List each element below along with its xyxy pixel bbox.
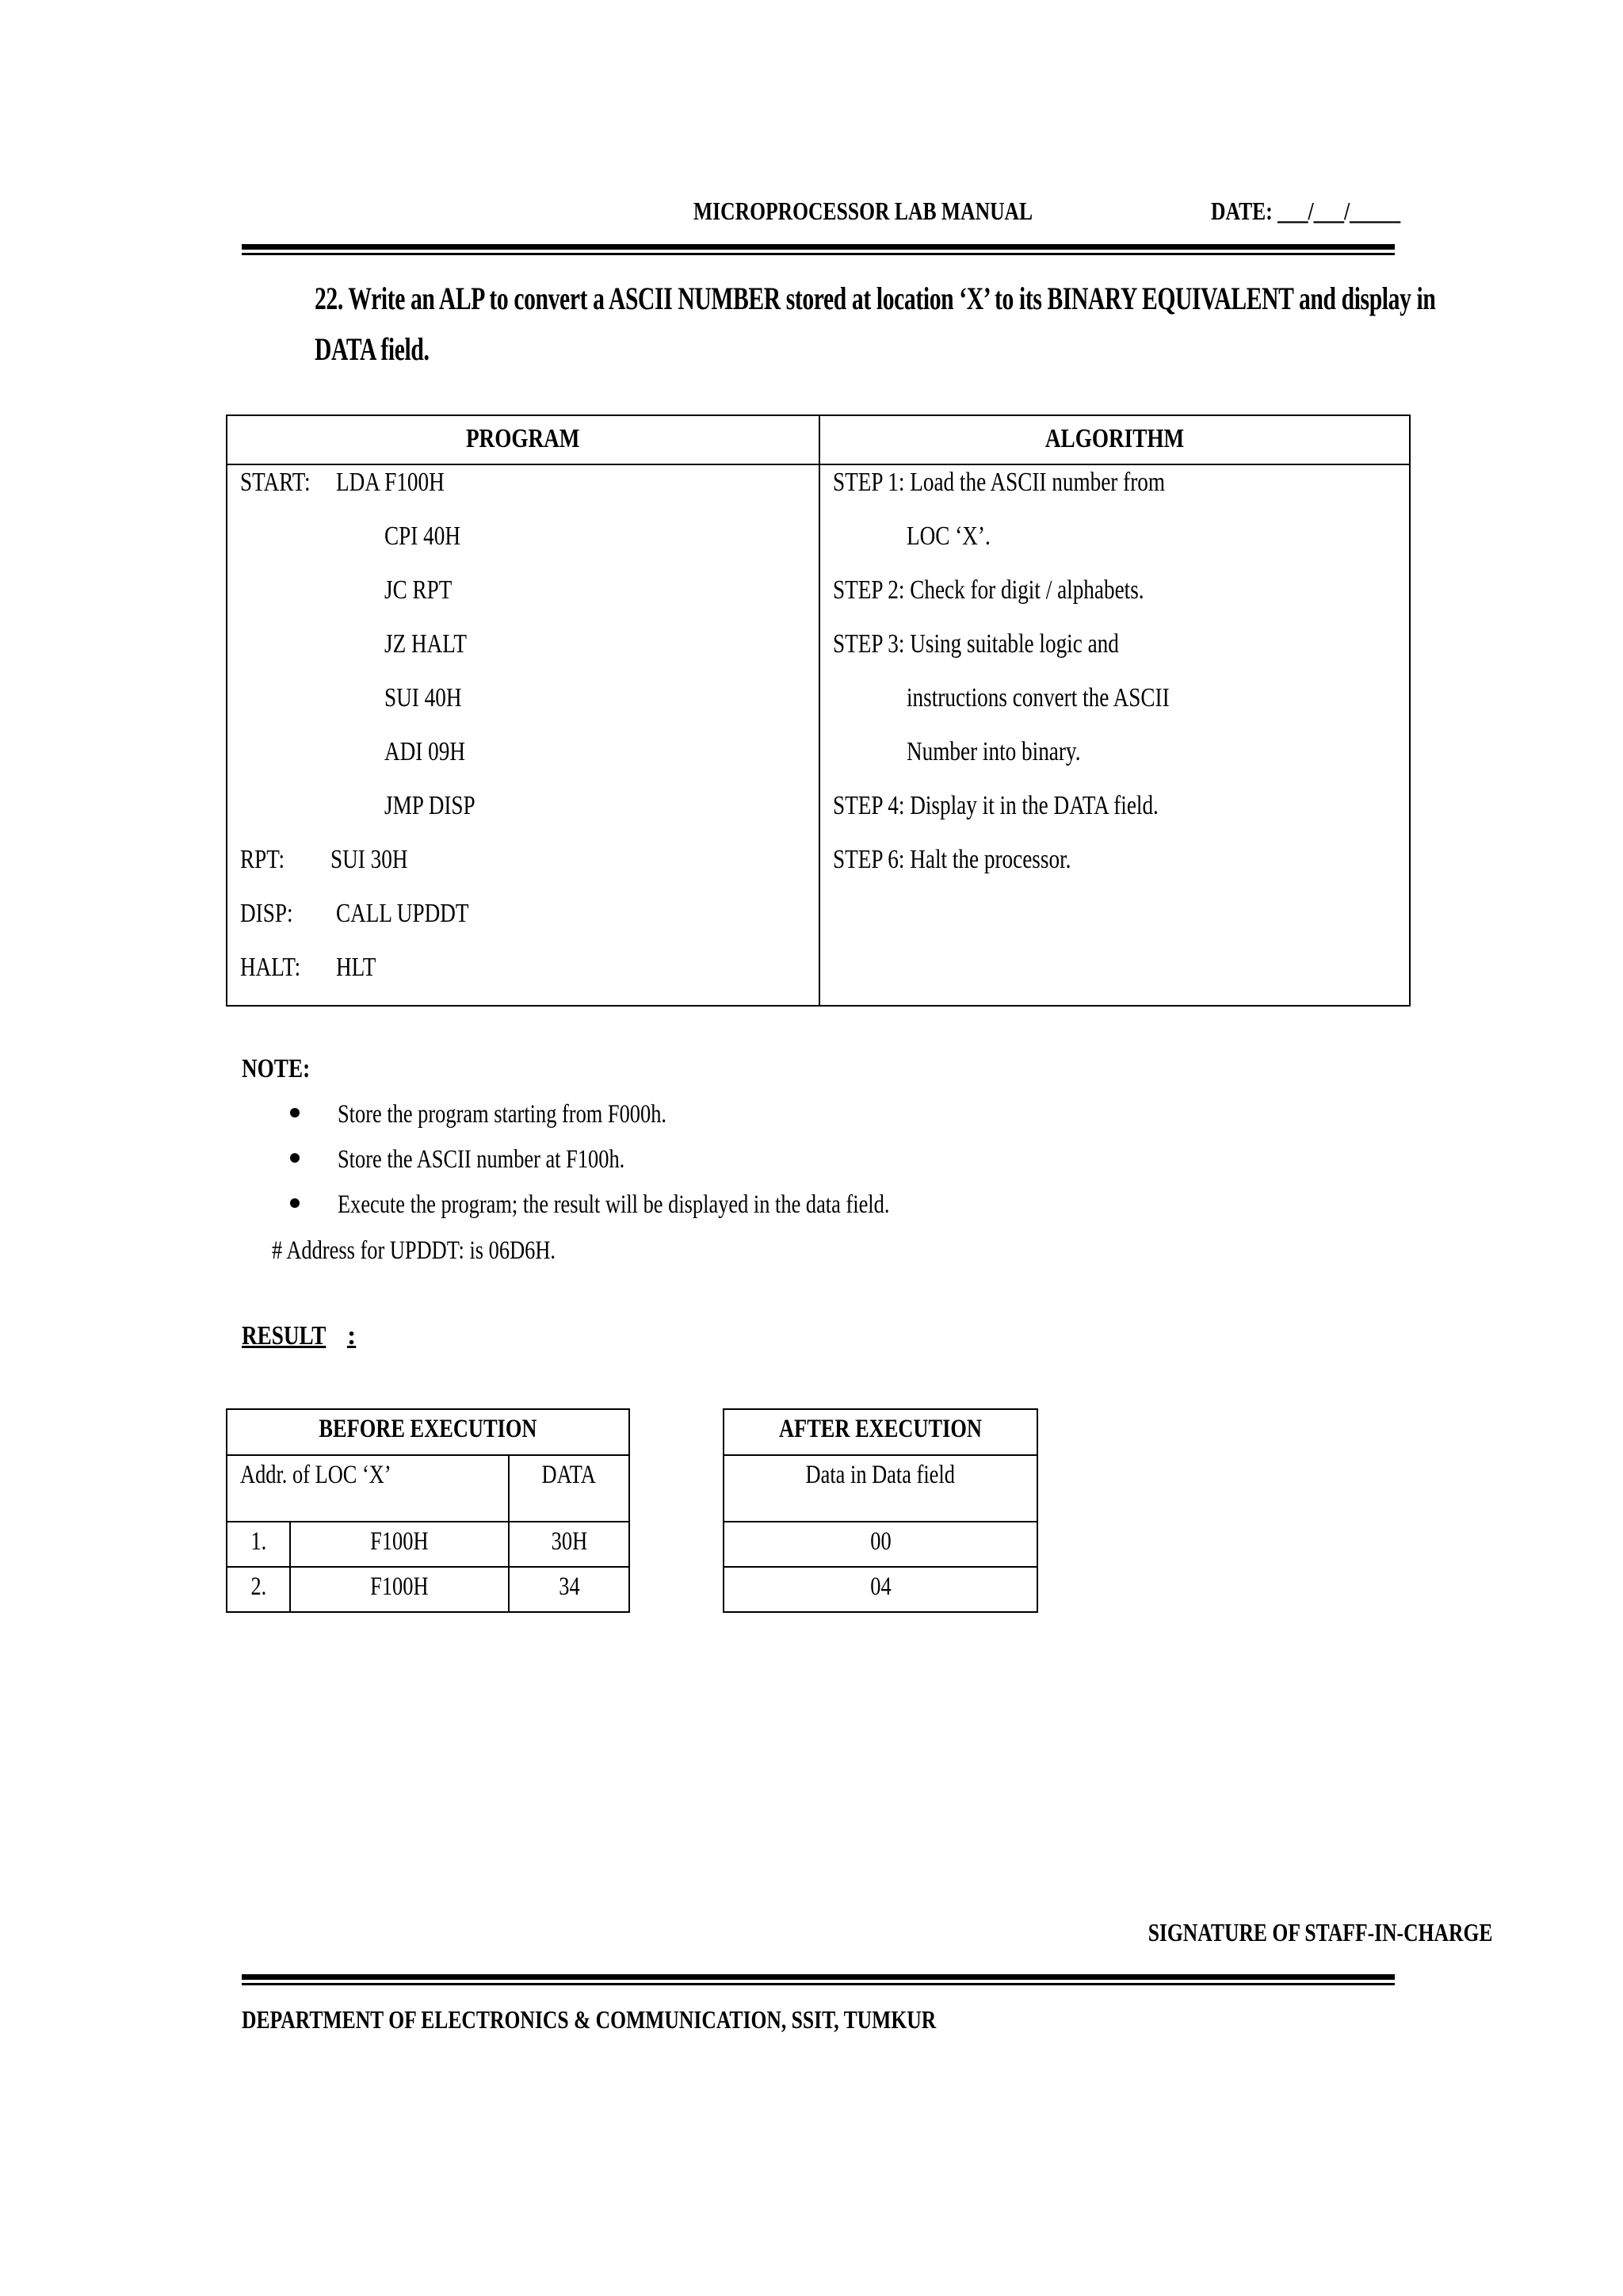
table-divider bbox=[819, 416, 820, 1005]
algorithm-line: LOC ‘X’. bbox=[907, 521, 991, 551]
before-table-title: BEFORE EXECUTION bbox=[227, 1409, 629, 1455]
program-line: HALT: bbox=[240, 953, 301, 982]
bullet-icon bbox=[290, 1198, 300, 1208]
table-row: 00 bbox=[724, 1522, 1037, 1567]
data-column-header: DATA bbox=[509, 1455, 629, 1522]
after-execution-table bbox=[723, 1408, 1038, 1613]
algorithm-header: ALGORITHM bbox=[1044, 424, 1185, 453]
program-line: JMP DISP bbox=[384, 791, 475, 820]
bullet-icon bbox=[290, 1108, 300, 1117]
program-line: LDA F100H bbox=[336, 468, 445, 497]
footer-rule-thick bbox=[242, 1974, 1395, 1980]
data-field-column-header: Data in Data field bbox=[724, 1455, 1037, 1522]
algorithm-line: STEP 6: Halt the processor. bbox=[833, 845, 1071, 874]
program-algorithm-table bbox=[226, 415, 1411, 1007]
program-line: ADI 09H bbox=[384, 737, 465, 766]
table-header-rule bbox=[227, 464, 1409, 465]
algorithm-line: STEP 1: Load the ASCII number from bbox=[833, 468, 1166, 497]
manual-title: MICROPROCESSOR LAB MANUAL bbox=[693, 197, 1033, 225]
date-field: DATE: ___/___/_____ bbox=[1211, 197, 1401, 225]
algorithm-line: instructions convert the ASCII bbox=[907, 683, 1170, 712]
program-header: PROGRAM bbox=[466, 424, 580, 453]
footer-rule-thin bbox=[242, 1983, 1395, 1985]
header-rule-thick bbox=[242, 244, 1395, 250]
address-note: # Address for UPDDT: is 06D6H. bbox=[272, 1236, 556, 1265]
algorithm-line: STEP 3: Using suitable logic and bbox=[833, 629, 1119, 659]
table-row: 04 bbox=[724, 1567, 1037, 1612]
note-heading: NOTE: bbox=[242, 1054, 311, 1083]
table-row: 1. F100H 30H bbox=[227, 1522, 629, 1567]
program-line: CALL UPDDT bbox=[336, 899, 469, 928]
header-rule-thin bbox=[242, 253, 1395, 255]
program-line: JC RPT bbox=[384, 575, 453, 605]
program-line: DISP: bbox=[240, 899, 293, 928]
program-line: SUI 40H bbox=[384, 683, 462, 712]
staff-signature-label: SIGNATURE OF STAFF-IN-CHARGE bbox=[1148, 1918, 1493, 1946]
program-line: RPT: bbox=[240, 845, 285, 874]
table-row: 2. F100H 34 bbox=[227, 1567, 629, 1612]
department-footer: DEPARTMENT OF ELECTRONICS & COMMUNICATION, SSIT, TUMKUR bbox=[242, 2005, 937, 2034]
algorithm-line: Number into binary. bbox=[907, 737, 1081, 766]
algorithm-line: STEP 4: Display it in the DATA field. bbox=[833, 791, 1159, 820]
program-line: CPI 40H bbox=[384, 521, 460, 551]
program-line: HLT bbox=[336, 953, 376, 982]
program-line: JZ HALT bbox=[384, 629, 468, 659]
before-execution-table bbox=[226, 1408, 630, 1613]
algorithm-line: STEP 2: Check for digit / alphabets. bbox=[833, 575, 1144, 605]
result-heading: RESULT : bbox=[242, 1321, 357, 1350]
question-text: 22. Write an ALP to convert a ASCII NUMBER stored at location ‘X’ to its BINARY EQUIVALENT and display in DATA field. bbox=[315, 281, 1436, 367]
after-table-title: AFTER EXECUTION bbox=[724, 1409, 1037, 1455]
addr-column-header: Addr. of LOC ‘X’ bbox=[227, 1455, 509, 1522]
bullet-icon bbox=[290, 1153, 300, 1163]
program-line: START: bbox=[240, 468, 311, 497]
program-line: SUI 30H bbox=[330, 845, 408, 874]
